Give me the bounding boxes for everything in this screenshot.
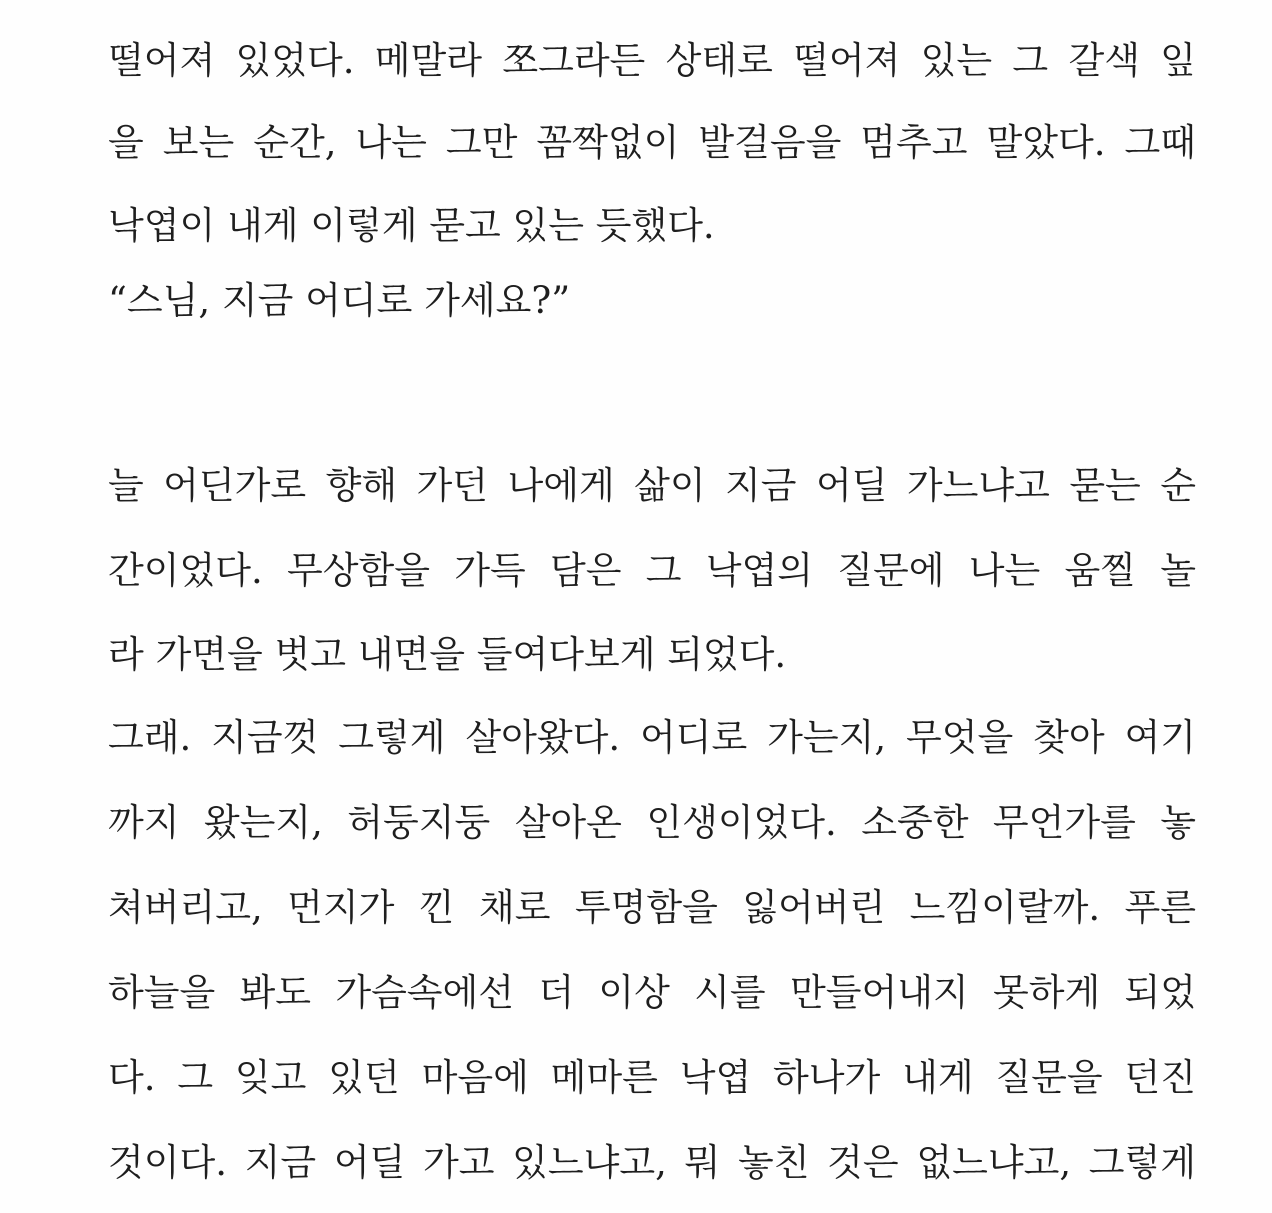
text-line: 라 가면을 벗고 내면을 들여다보게 되었다. xyxy=(108,633,787,676)
text-line: 것이다. 지금 어딜 가고 있느냐고, 뭐 놓친 것은 없느냐고, 그렇게 xyxy=(108,1141,1196,1184)
text-line: 하늘을 봐도 가슴속에선 더 이상 시를 만들어내지 못하게 되었 xyxy=(108,971,1196,1014)
text-line: 쳐버리고, 먼지가 낀 채로 투명함을 잃어버린 느낌이랄까. 푸른 xyxy=(108,886,1196,929)
text-line: 떨어져 있었다. 메말라 쪼그라든 상태로 떨어져 있는 그 갈색 잎 xyxy=(108,39,1196,82)
text-line: 낙엽이 내게 이렇게 묻고 있는 듯했다. xyxy=(108,204,715,247)
text-line: 간이었다. 무상함을 가득 담은 그 낙엽의 질문에 나는 움찔 놀 xyxy=(108,549,1196,592)
text-line: 다. 그 잊고 있던 마음에 메마른 낙엽 하나가 내게 질문을 던진 xyxy=(108,1056,1196,1099)
quote-line: “스님, 지금 어디로 가세요?” xyxy=(108,279,571,322)
text-line: 늘 어딘가로 향해 가던 나에게 삶이 지금 어딜 가느냐고 묻는 순 xyxy=(108,464,1196,507)
text-line: 까지 왔는지, 허둥지둥 살아온 인생이었다. 소중한 무언가를 놓 xyxy=(108,801,1196,844)
text-line: 그래. 지금껏 그렇게 살아왔다. 어디로 가는지, 무엇을 찾아 여기 xyxy=(108,716,1196,759)
text-line: 을 보는 순간, 나는 그만 꼼짝없이 발걸음을 멈추고 말았다. 그때 xyxy=(108,121,1196,164)
